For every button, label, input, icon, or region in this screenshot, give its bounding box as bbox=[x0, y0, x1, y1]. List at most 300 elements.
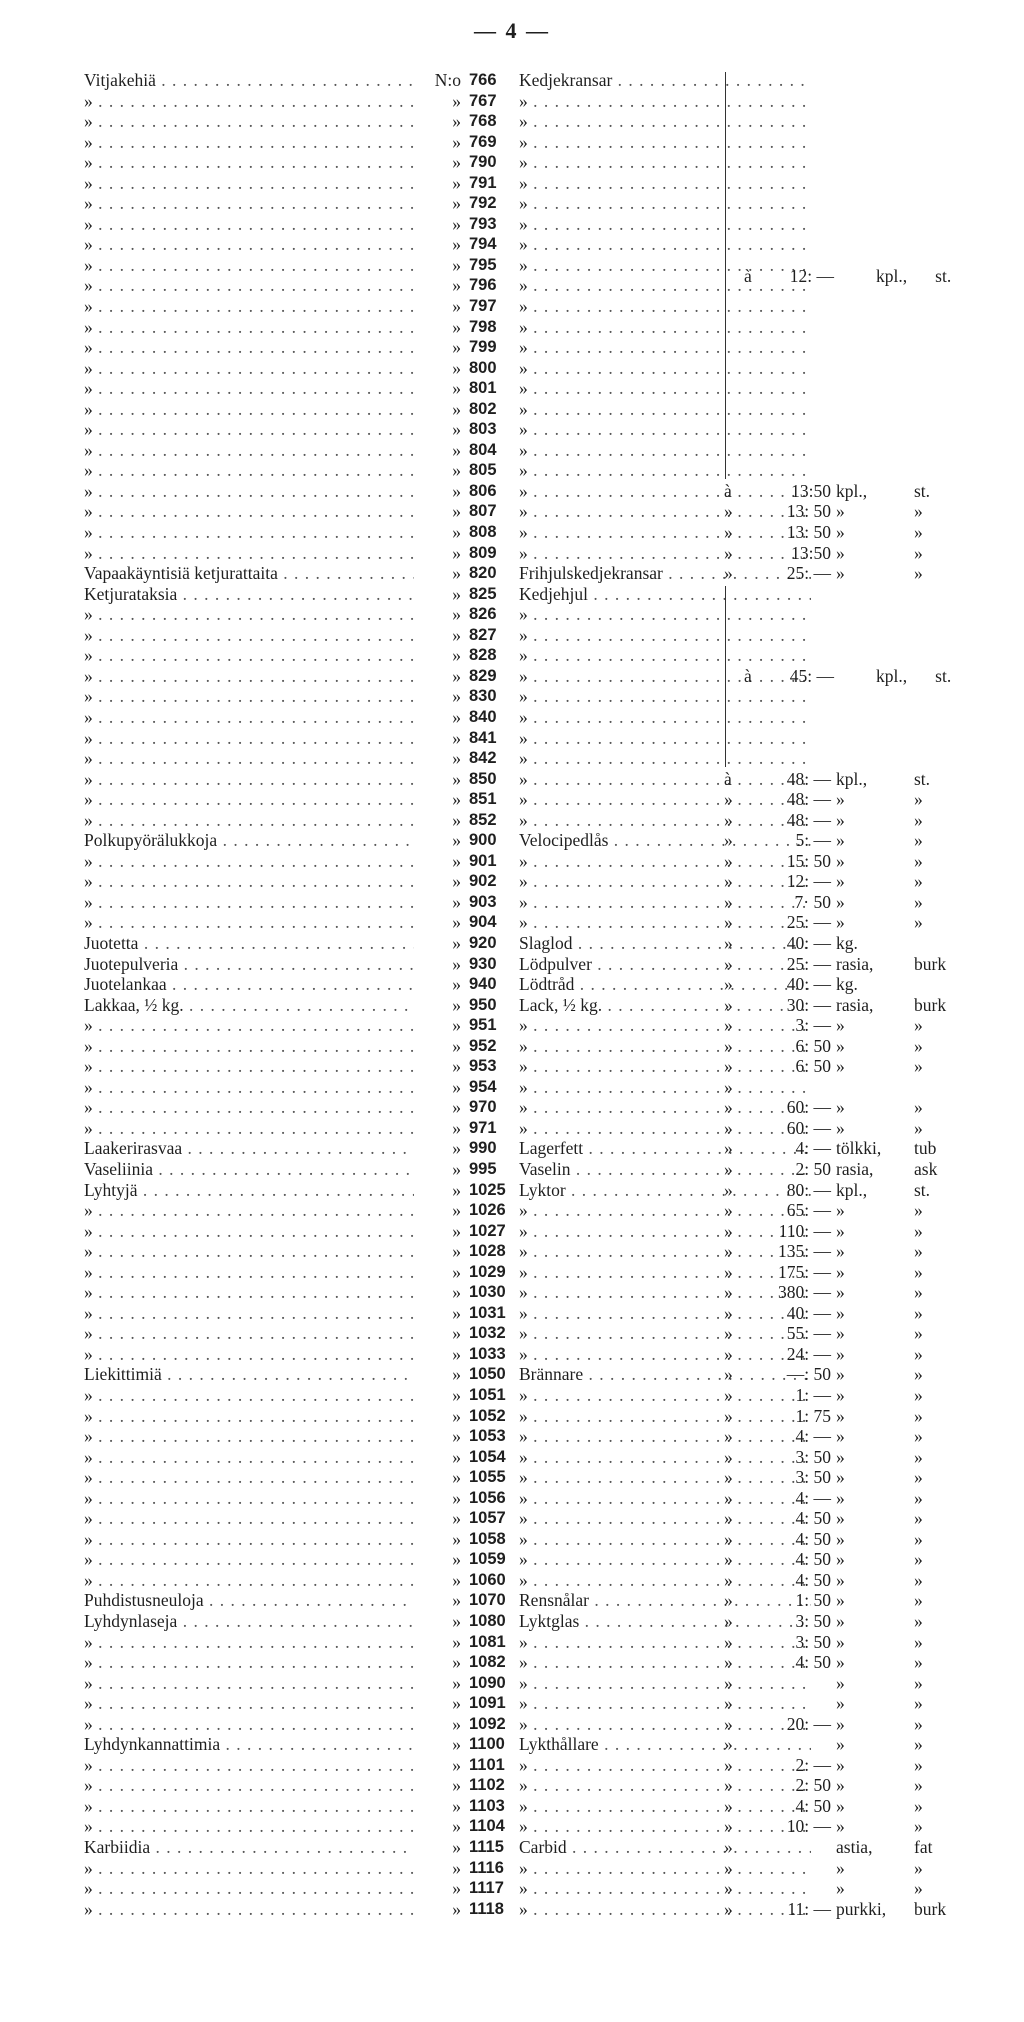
price: 6: 50 bbox=[795, 1035, 831, 1056]
number-prefix: » bbox=[452, 1734, 461, 1755]
finnish-name: » . . . bbox=[84, 1775, 414, 1796]
unit-finnish: » bbox=[836, 1528, 845, 1549]
finnish-name: » . . . bbox=[84, 234, 414, 255]
unit-swedish: » bbox=[914, 1097, 923, 1118]
price: 4: — bbox=[795, 1138, 831, 1159]
price-marker: » bbox=[724, 1611, 733, 1632]
price: 25: — bbox=[786, 912, 831, 933]
catalog-row bbox=[84, 707, 984, 728]
item-code: 792 bbox=[469, 194, 497, 213]
price: 55: — bbox=[786, 1323, 831, 1344]
finnish-name: » . . . bbox=[84, 522, 414, 543]
swedish-name: Kedjekransar . . . bbox=[519, 70, 811, 91]
swedish-name: » . . . bbox=[519, 1118, 811, 1139]
finnish-name: » . . . bbox=[84, 728, 414, 749]
price: 45: — bbox=[789, 666, 835, 687]
price: 1: 75 bbox=[795, 1405, 831, 1426]
unit-finnish: » bbox=[836, 522, 845, 543]
catalog-row bbox=[84, 871, 984, 892]
item-code: 1117 bbox=[469, 1879, 504, 1898]
unit-finnish: » bbox=[836, 1220, 845, 1241]
unit-swedish: » bbox=[914, 1857, 923, 1878]
price-marker: » bbox=[724, 1652, 733, 1673]
unit-finnish: purkki, bbox=[836, 1898, 887, 1919]
unit-finnish: » bbox=[836, 1590, 845, 1611]
item-number bbox=[419, 1447, 539, 1468]
number-prefix: » bbox=[452, 1282, 461, 1303]
swedish-name: Slaglod . . . bbox=[519, 933, 811, 954]
item-number bbox=[419, 1344, 539, 1365]
number-prefix: » bbox=[452, 1816, 461, 1837]
swedish-name: Kedjehjul . . . bbox=[519, 584, 811, 605]
price-marker: » bbox=[724, 1467, 733, 1488]
price-marker: » bbox=[724, 1528, 733, 1549]
finnish-name: » . . . bbox=[84, 748, 414, 769]
item-number bbox=[419, 1364, 539, 1385]
number-prefix: » bbox=[452, 254, 461, 275]
catalog-row bbox=[84, 1262, 984, 1283]
number-prefix: » bbox=[452, 1775, 461, 1796]
item-number bbox=[419, 810, 539, 831]
finnish-name: » . . . bbox=[84, 1097, 414, 1118]
number-prefix: » bbox=[452, 891, 461, 912]
unit-swedish: » bbox=[914, 1508, 923, 1529]
catalog-row bbox=[84, 317, 984, 338]
number-prefix: » bbox=[452, 1097, 461, 1118]
unit-finnish: » bbox=[836, 563, 845, 584]
number-prefix: » bbox=[452, 645, 461, 666]
swedish-name: » . . . bbox=[519, 1303, 811, 1324]
item-number bbox=[419, 337, 539, 358]
price-marker: » bbox=[724, 789, 733, 810]
unit-finnish: » bbox=[836, 1754, 845, 1775]
catalog-row bbox=[84, 1693, 984, 1714]
swedish-name: » . . . bbox=[519, 1488, 811, 1509]
item-number bbox=[419, 728, 539, 749]
item-code: 805 bbox=[469, 461, 497, 480]
price: 13: 50 bbox=[786, 501, 831, 522]
item-code: 809 bbox=[469, 543, 497, 562]
price: 3: 50 bbox=[795, 1446, 831, 1467]
item-code: 1026 bbox=[469, 1201, 506, 1220]
item-number bbox=[419, 1118, 539, 1139]
item-number bbox=[419, 214, 539, 235]
item-number bbox=[419, 1693, 539, 1714]
finnish-name: » . . . bbox=[84, 1077, 414, 1098]
unit-swedish: » bbox=[914, 1446, 923, 1467]
swedish-name: » . . . bbox=[519, 851, 811, 872]
finnish-name: Liekittimiä . . . bbox=[84, 1364, 414, 1385]
price-marker: » bbox=[724, 932, 733, 953]
price: 175: — bbox=[778, 1261, 831, 1282]
finnish-name: » . . . bbox=[84, 1714, 414, 1735]
item-code: 1052 bbox=[469, 1406, 506, 1425]
price-marker: » bbox=[724, 1385, 733, 1405]
price-marker: » bbox=[724, 1179, 733, 1200]
price: 1: 50 bbox=[795, 1590, 831, 1611]
item-number bbox=[419, 748, 539, 769]
unit-finnish: » bbox=[836, 1569, 845, 1590]
item-number bbox=[419, 1467, 539, 1488]
price: 2: 50 bbox=[795, 1775, 831, 1796]
finnish-name: » . . . bbox=[84, 1282, 414, 1303]
item-number bbox=[419, 111, 539, 132]
catalog-row bbox=[84, 933, 984, 954]
number-prefix: » bbox=[452, 1672, 461, 1693]
catalog-row bbox=[84, 1015, 984, 1036]
price-marker: » bbox=[724, 1837, 733, 1858]
catalog-row bbox=[84, 686, 984, 707]
item-number bbox=[419, 995, 539, 1016]
swedish-name: » . . . bbox=[519, 1221, 811, 1242]
item-number bbox=[419, 1734, 539, 1755]
number-prefix: » bbox=[452, 1857, 461, 1878]
swedish-name: » . . . bbox=[519, 1077, 811, 1098]
number-prefix: » bbox=[452, 213, 461, 234]
price-marker: » bbox=[724, 1015, 733, 1036]
price: 12: — bbox=[789, 265, 835, 286]
item-code: 1118 bbox=[469, 1899, 504, 1918]
price-marker: » bbox=[724, 1754, 733, 1775]
item-code: 954 bbox=[469, 1077, 497, 1096]
item-code: 901 bbox=[469, 851, 497, 870]
item-code: 807 bbox=[469, 502, 497, 521]
unit-swedish: » bbox=[914, 1631, 923, 1652]
item-number bbox=[419, 625, 539, 646]
catalog-row bbox=[84, 1508, 984, 1529]
unit-swedish: » bbox=[914, 1487, 923, 1508]
item-code: 808 bbox=[469, 523, 497, 542]
price-marker: » bbox=[724, 850, 733, 871]
finnish-name: » . . . bbox=[84, 1056, 414, 1077]
price-marker: » bbox=[724, 563, 733, 584]
finnish-name: » . . . bbox=[84, 789, 414, 810]
unit-finnish: » bbox=[836, 1775, 845, 1796]
catalog-row bbox=[84, 625, 984, 646]
price-marker: » bbox=[724, 953, 733, 974]
finnish-name: » . . . bbox=[84, 378, 414, 399]
unit-finnish: tölkki, bbox=[836, 1138, 882, 1159]
swedish-name: » . . . bbox=[519, 1447, 811, 1468]
number-prefix: » bbox=[452, 1015, 461, 1036]
number-prefix: » bbox=[452, 1385, 461, 1405]
number-prefix: » bbox=[452, 932, 461, 953]
price: 5: — bbox=[795, 830, 831, 851]
finnish-name: » . . . bbox=[84, 1652, 414, 1673]
swedish-name: » . . . bbox=[519, 337, 811, 358]
finnish-name: » . . . bbox=[84, 1693, 414, 1714]
item-number bbox=[419, 1796, 539, 1817]
price: 24: — bbox=[786, 1343, 831, 1364]
catalog-row bbox=[84, 1714, 984, 1735]
number-prefix: » bbox=[452, 1898, 461, 1919]
finnish-name: » . . . bbox=[84, 1549, 414, 1570]
unit-finnish: » bbox=[836, 1652, 845, 1673]
unit-finnish: kpl., bbox=[876, 666, 908, 687]
swedish-name: » . . . bbox=[519, 317, 811, 338]
unit-swedish: » bbox=[914, 542, 923, 563]
number-prefix: » bbox=[452, 1035, 461, 1056]
swedish-name: » . . . bbox=[519, 789, 811, 810]
item-code: 1104 bbox=[469, 1817, 505, 1836]
catalog-row bbox=[84, 1755, 984, 1776]
number-prefix: » bbox=[452, 1117, 461, 1138]
number-prefix: » bbox=[452, 1446, 461, 1467]
catalog-row bbox=[84, 769, 984, 790]
number-prefix: » bbox=[452, 1426, 461, 1447]
number-prefix: » bbox=[452, 522, 461, 543]
item-code: 920 bbox=[469, 933, 497, 952]
number-prefix: » bbox=[452, 1343, 461, 1364]
finnish-name: Vitjakehiä . . . bbox=[84, 70, 414, 91]
price-marker: » bbox=[724, 1323, 733, 1344]
item-code: 950 bbox=[469, 995, 497, 1014]
catalog-row bbox=[84, 1673, 984, 1694]
swedish-name: » . . . bbox=[519, 1878, 811, 1899]
unit-finnish: » bbox=[836, 1323, 845, 1344]
item-number bbox=[419, 1878, 539, 1899]
unit-swedish: fat bbox=[914, 1837, 933, 1858]
unit-finnish: » bbox=[836, 1405, 845, 1426]
swedish-name: » . . . bbox=[519, 501, 811, 522]
item-number bbox=[419, 91, 539, 112]
price: 2: — bbox=[795, 1754, 831, 1775]
finnish-name: » . . . bbox=[84, 317, 414, 338]
catalog-row bbox=[84, 1056, 984, 1077]
finnish-name: Juotelankaa . . . bbox=[84, 974, 414, 995]
item-code: 803 bbox=[469, 420, 497, 439]
catalog-row bbox=[84, 1652, 984, 1673]
swedish-name: Lyktor . . . bbox=[519, 1180, 811, 1201]
unit-finnish: » bbox=[836, 1713, 845, 1734]
catalog-row bbox=[84, 830, 984, 851]
unit-finnish: » bbox=[836, 1467, 845, 1488]
price-marker: » bbox=[724, 974, 733, 995]
catalog-row bbox=[84, 1241, 984, 1262]
finnish-name: » . . . bbox=[84, 1303, 414, 1324]
unit-finnish: » bbox=[836, 1734, 845, 1755]
item-code: 1058 bbox=[469, 1529, 506, 1548]
item-code: 970 bbox=[469, 1098, 497, 1117]
unit-swedish: » bbox=[914, 1611, 923, 1632]
price: 12: — bbox=[786, 871, 831, 892]
number-prefix: » bbox=[452, 1569, 461, 1590]
price: 25: — bbox=[786, 953, 831, 974]
swedish-name: » . . . bbox=[519, 1344, 811, 1365]
unit-swedish: » bbox=[914, 1549, 923, 1570]
item-number bbox=[419, 851, 539, 872]
swedish-name: » . . . bbox=[519, 296, 811, 317]
number-prefix: » bbox=[452, 1220, 461, 1241]
swedish-name: Brännare . . . bbox=[519, 1364, 811, 1385]
item-number bbox=[419, 522, 539, 543]
finnish-name: » . . . bbox=[84, 604, 414, 625]
price: 48: — bbox=[786, 809, 831, 830]
swedish-name: » . . . bbox=[519, 871, 811, 892]
unit-finnish: » bbox=[836, 789, 845, 810]
price-marker: » bbox=[724, 1056, 733, 1077]
item-number bbox=[419, 1714, 539, 1735]
price: 30: — bbox=[786, 994, 831, 1015]
item-number bbox=[419, 70, 539, 91]
item-number bbox=[419, 1015, 539, 1036]
catalog-row bbox=[84, 1488, 984, 1509]
catalog-row bbox=[84, 1385, 984, 1406]
swedish-name: » . . . bbox=[519, 1714, 811, 1735]
unit-finnish: » bbox=[836, 1261, 845, 1282]
number-prefix: » bbox=[452, 111, 461, 132]
finnish-name: Ketjurataksia . . . bbox=[84, 584, 414, 605]
unit-swedish: » bbox=[914, 1035, 923, 1056]
unit-finnish: » bbox=[836, 1343, 845, 1364]
swedish-name: » . . . bbox=[519, 1036, 811, 1057]
item-code: 1082 bbox=[469, 1653, 506, 1672]
item-number bbox=[419, 1508, 539, 1529]
number-prefix: » bbox=[452, 624, 461, 645]
item-code: 791 bbox=[469, 173, 497, 192]
price: 4: 50 bbox=[795, 1549, 831, 1570]
catalog-row bbox=[84, 912, 984, 933]
finnish-name: » . . . bbox=[84, 111, 414, 132]
finnish-name: » . . . bbox=[84, 1015, 414, 1036]
catalog-row bbox=[84, 1590, 984, 1611]
unit-swedish: » bbox=[914, 830, 923, 851]
swedish-name: Lagerfett . . . bbox=[519, 1138, 811, 1159]
finnish-name: » . . . bbox=[84, 1632, 414, 1653]
swedish-name: » . . . bbox=[519, 1816, 811, 1837]
swedish-name: » . . . bbox=[519, 440, 811, 461]
finnish-name: » . . . bbox=[84, 1467, 414, 1488]
swedish-name: » . . . bbox=[519, 1570, 811, 1591]
swedish-name: » . . . bbox=[519, 193, 811, 214]
number-prefix: » bbox=[452, 1364, 461, 1385]
swedish-name: » . . . bbox=[519, 419, 811, 440]
unit-swedish: » bbox=[914, 1385, 923, 1405]
number-prefix: » bbox=[452, 953, 461, 974]
catalog-row bbox=[84, 1734, 984, 1755]
price-marker: » bbox=[724, 1426, 733, 1447]
price-marker: » bbox=[724, 1508, 733, 1529]
number-prefix: » bbox=[452, 1611, 461, 1632]
item-number bbox=[419, 1652, 539, 1673]
finnish-name: » . . . bbox=[84, 1673, 414, 1694]
catalog-row bbox=[84, 337, 984, 358]
finnish-name: » . . . bbox=[84, 214, 414, 235]
finnish-name: Vapaakäyntisiä ketjurattaita . . . bbox=[84, 563, 414, 584]
catalog-row bbox=[84, 974, 984, 995]
catalog-row bbox=[84, 1077, 984, 1098]
catalog-row bbox=[84, 70, 984, 91]
number-prefix: » bbox=[452, 1056, 461, 1077]
price: 13:50 bbox=[791, 542, 831, 563]
finnish-name: » . . . bbox=[84, 1241, 414, 1262]
catalog-row bbox=[84, 789, 984, 810]
item-code: 1027 bbox=[469, 1221, 506, 1240]
swedish-name: » . . . bbox=[519, 707, 811, 728]
catalog-row bbox=[84, 1221, 984, 1242]
number-prefix: » bbox=[452, 193, 461, 214]
finnish-name: Lyhdynkannattimia . . . bbox=[84, 1734, 414, 1755]
finnish-name: Karbiidia . . . bbox=[84, 1837, 414, 1858]
catalog-row bbox=[84, 1858, 984, 1879]
finnish-name: » . . . bbox=[84, 193, 414, 214]
item-number bbox=[419, 584, 539, 605]
finnish-name: » . . . bbox=[84, 851, 414, 872]
finnish-name: » . . . bbox=[84, 481, 414, 502]
finnish-name: » . . . bbox=[84, 275, 414, 296]
item-code: 851 bbox=[469, 790, 497, 809]
unit-swedish: » bbox=[914, 1261, 923, 1282]
price-marker: » bbox=[724, 1076, 733, 1097]
item-code: 802 bbox=[469, 399, 497, 418]
catalog-row bbox=[84, 481, 984, 502]
finnish-name: » . . . bbox=[84, 296, 414, 317]
number-prefix: » bbox=[452, 172, 461, 193]
price-marker: » bbox=[724, 1200, 733, 1221]
unit-swedish: » bbox=[914, 1220, 923, 1241]
number-prefix: » bbox=[452, 1405, 461, 1426]
swedish-name: » . . . bbox=[519, 234, 811, 255]
price-marker: » bbox=[724, 1878, 733, 1899]
price-marker: » bbox=[724, 501, 733, 522]
unit-swedish: » bbox=[914, 563, 923, 584]
item-code: 1090 bbox=[469, 1673, 506, 1692]
item-number bbox=[419, 1282, 539, 1303]
unit-finnish: » bbox=[836, 891, 845, 912]
price-marker: » bbox=[724, 809, 733, 830]
item-number bbox=[419, 501, 539, 522]
number-prefix: » bbox=[452, 90, 461, 111]
item-number bbox=[419, 1549, 539, 1570]
unit-swedish: » bbox=[914, 1241, 923, 1262]
catalog-row bbox=[84, 152, 984, 173]
number-prefix: » bbox=[452, 460, 461, 481]
number-prefix: » bbox=[452, 789, 461, 810]
finnish-name: » . . . bbox=[84, 1570, 414, 1591]
unit-finnish: » bbox=[836, 1117, 845, 1138]
finnish-name: Lakkaa, ½ kg. . . . bbox=[84, 995, 414, 1016]
swedish-name: Lyktglas . . . bbox=[519, 1611, 811, 1632]
swedish-name: Velocipedlås . . . bbox=[519, 830, 811, 851]
unit-swedish: » bbox=[914, 1775, 923, 1796]
swedish-name: » . . . bbox=[519, 522, 811, 543]
catalog-row bbox=[84, 91, 984, 112]
unit-swedish: » bbox=[914, 1734, 923, 1755]
item-number bbox=[419, 317, 539, 338]
price-marker: » bbox=[724, 1035, 733, 1056]
item-code: 841 bbox=[469, 728, 497, 747]
unit-swedish: » bbox=[914, 1282, 923, 1303]
unit-finnish: astia, bbox=[836, 1837, 873, 1858]
item-code: 953 bbox=[469, 1057, 497, 1076]
item-code: 904 bbox=[469, 913, 497, 932]
unit-swedish: » bbox=[914, 1056, 923, 1077]
item-code: 769 bbox=[469, 132, 497, 151]
unit-finnish: » bbox=[836, 1015, 845, 1036]
finnish-name: » . . . bbox=[84, 1426, 414, 1447]
price-marker: » bbox=[724, 1713, 733, 1734]
unit-finnish: » bbox=[836, 1385, 845, 1405]
item-number bbox=[419, 912, 539, 933]
item-code: 1080 bbox=[469, 1612, 506, 1631]
item-number bbox=[419, 666, 539, 687]
item-code: 903 bbox=[469, 892, 497, 911]
unit-swedish: » bbox=[914, 1343, 923, 1364]
item-code: 1050 bbox=[469, 1365, 506, 1384]
item-number bbox=[419, 707, 539, 728]
item-number bbox=[419, 440, 539, 461]
unit-swedish: » bbox=[914, 1693, 923, 1714]
